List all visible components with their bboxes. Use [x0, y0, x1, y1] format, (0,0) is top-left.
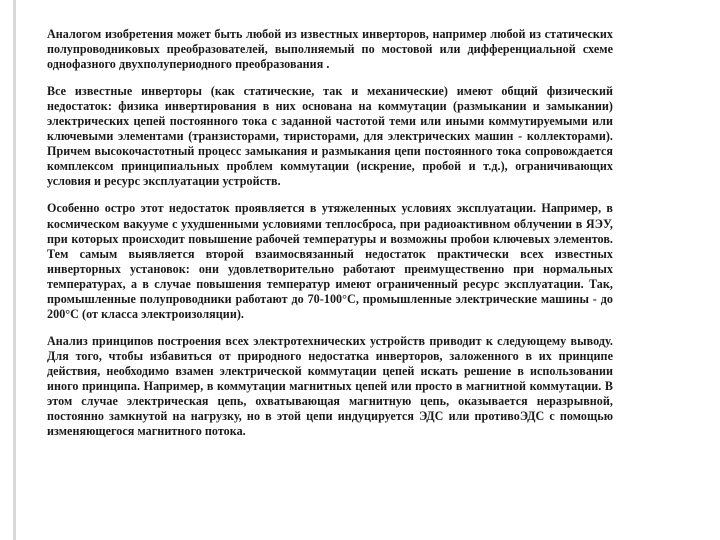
paragraph-2: Все известные инверторы (как статические, так и механические) имеют общий физический недостаток: физика инвертирования в них основана на коммутации (размыкании и замыкании) электрических цепей постоянного тока с заданной частотой теми или иными коммутируемыми или ключевыми элементами (транзисторами, тиристорами, для электрических машин - коллекторами). Причем высокочастотный процесс замыкания и размыкания цепи постоянного тока сопровождается комплексом принципиальных проблем коммутации (искрение, пробой и т.д.), ограничивающих условия и ресурс эксплуатации устройств.: [47, 84, 613, 189]
paragraph-4: Анализ принципов построения всех электротехнических устройств приводит к следующему выводу. Для того, чтобы избавиться от природного недостатка инверторов, заложенного в их принципе действия, необходимо взамен электрической коммутации цепей искать решение в использовании иного принципа. Например, в коммутации магнитных цепей или просто в магнитной коммутации. В этом случае электрическая цепь, охватывающая магнитную цепь, оказывается неразрывной, постоянно замкнутой на нагрузку, но в этой цепи индуцируется ЭДС или противоЭДС с помощью изменяющегося магнитного потока.: [47, 333, 613, 439]
left-border-bar: [13, 0, 16, 540]
document-body: [47, 27, 613, 439]
paragraph-3: Особенно остро этот недостаток проявляется в утяжеленных условиях эксплуатации. Например, в космическом вакууме с ухудшенными условиями теплосброса, при радиоактивном облучении в ЯЭУ, при которых происходит повышение рабочей температуры и возможны пробои ключевых элементов. Тем самым выявляется второй взаимосвязанный недостаток практически всех известных инверторных установок: они удовлетворительно работают преимущественно при нормальных температурах, а в случае повышения температур имеют ограниченный ресурс эксплуатации. Так, промышленные полупроводники работают до 70-100°С, промышленные электрические машины - до 200°С (от класса электроизоляции).: [47, 201, 613, 321]
paragraph-1: Аналогом изобретения может быть любой из известных инверторов, например любой из статических полупроводниковых преобразователей, выполняемый по мостовой или дифференциальной схеме однофазного двухполупериодного преобразования .: [47, 27, 613, 72]
